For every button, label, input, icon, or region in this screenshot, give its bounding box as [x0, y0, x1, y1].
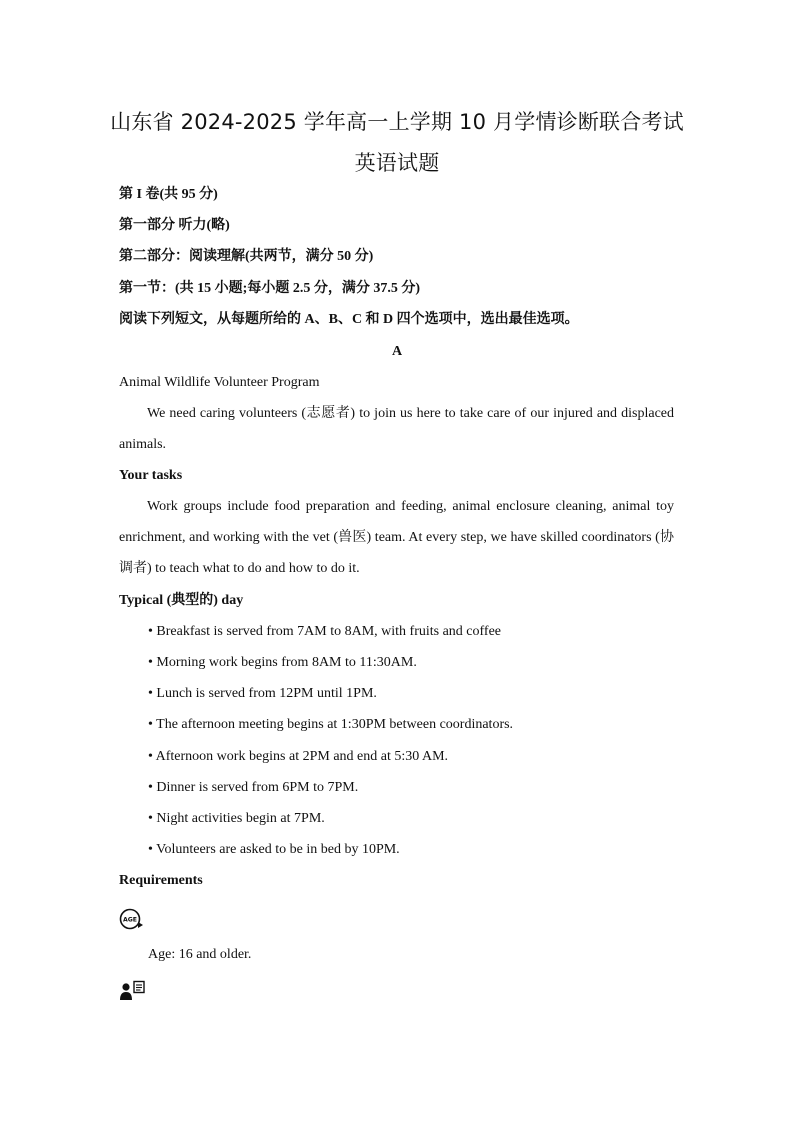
age-icon-text: AGE: [122, 916, 138, 924]
person-document-icon: [119, 980, 147, 1002]
program-title: Animal Wildlife Volunteer Program: [119, 375, 320, 390]
typical-day-heading: Typical (典型的) day: [119, 593, 244, 608]
section1-heading: 第一节：(共 15 小题;每小题 2.5 分，满分 37.5 分): [119, 281, 420, 296]
schedule-item: • Afternoon work begins at 2PM and end at 5:30 AM.: [148, 749, 449, 764]
schedule-item: • Morning work begins from 8AM to 11:30AM.: [148, 655, 417, 670]
requirements-heading: Requirements: [119, 873, 203, 888]
exam-subtitle: 英语试题: [354, 151, 440, 175]
schedule-item: • Lunch is served from 12PM until 1PM.: [148, 686, 377, 701]
schedule-item: • The afternoon meeting begins at 1:30PM between coordinators.: [148, 717, 514, 732]
schedule-item: • Night activities begin at 7PM.: [148, 811, 325, 826]
tasks-heading: Your tasks: [119, 468, 183, 483]
schedule-item: • Breakfast is served from 7AM to 8AM, with fruits and coffee: [148, 624, 502, 639]
instruction-text: 阅读下列短文，从每题所给的 A、B、C 和 D 四个选项中，选出最佳选项。: [119, 312, 579, 327]
volume-heading: 第 I 卷(共 95 分): [119, 187, 218, 202]
age-requirement: Age: 16 and older.: [148, 947, 252, 962]
schedule-item: • Volunteers are asked to be in bed by 10PM.: [148, 842, 400, 857]
part2-heading: 第二部分：阅读理解(共两节，满分 50 分): [119, 249, 374, 264]
part1-heading: 第一部分 听力(略): [119, 218, 230, 233]
exam-title: 山东省 2024-2025 学年高一上学期 10 月学情诊断联合考试: [110, 110, 684, 134]
age-icon: [119, 907, 145, 931]
tasks-paragraph: Work groups include food preparation and feeding, animal enclosure cleaning, animal toy enrichment, and working with the vet (兽医) team. At every step, we have skilled coordinators (协调者) to teach what to do and how to do it.: [119, 499, 674, 576]
schedule-item: • Dinner is served from 6PM to 7PM.: [148, 780, 359, 795]
intro-paragraph: We need caring volunteers (志愿者) to join us here to take care of our injured and displaced animals.: [119, 406, 674, 452]
passage-label: A: [391, 344, 403, 359]
